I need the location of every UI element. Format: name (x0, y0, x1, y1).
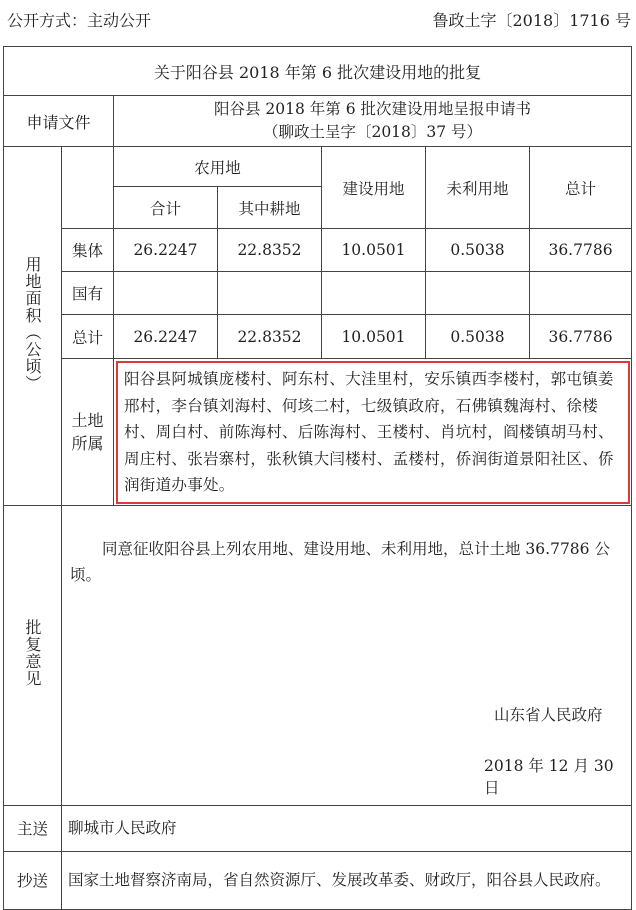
table-row (4, 229, 632, 272)
area-label: 用地面积（公顷） (23, 255, 42, 392)
copy-to-label: 抄送 (4, 851, 62, 909)
header-farmland-total: 合计 (114, 187, 218, 229)
opinion-label: 批复意见 (23, 619, 42, 687)
area-label-cell (4, 147, 62, 506)
row-label: 集体 (62, 229, 114, 272)
cell-construction (322, 272, 426, 315)
copy-to-value: 国家土地督察济南局，省自然资源厅、发展改革委、财政厅，阳谷县人民政府。 (62, 851, 632, 909)
application-line-1: 阳谷县 2018 年第 6 批次建设用地呈报申请书 (213, 100, 532, 118)
cell-unused (426, 272, 530, 315)
opinion-label-cell (4, 505, 62, 805)
approval-table (3, 46, 632, 910)
ownership-highlight: 阳谷县阿城镇庞楼村、阿东村、大洼里村，安乐镇西李楼村，郭屯镇姜邢村，李台镇刘海村、何垓二村，七级镇政府，石佛镇魏海村、徐楼村、周白村、前陈海村、后陈海村、王楼村、肖坑村，阎楼镇胡马村、周庄村、张岩寨村，张秋镇大闫楼村、孟楼村，侨润街道景阳社区、侨润街道办事处。 (116, 361, 630, 504)
cell-farmland-total: 26.2247 (114, 229, 218, 272)
issue-date: 2018 年 12 月 30 日 (484, 756, 614, 797)
cell-construction: 10.0501 (322, 315, 426, 359)
application-line-2: （聊政土呈字〔2018〕37 号） (262, 123, 483, 141)
cell-cultivated (218, 272, 322, 315)
cell-construction: 10.0501 (322, 229, 426, 272)
ownership-label: 土地所属 (71, 410, 104, 453)
table-row (4, 272, 632, 315)
opinion-text: 同意征收阳谷县上列农用地、建设用地、未利用地，总计土地 36.7786 公顷。 (70, 539, 610, 584)
send-to-value: 聊城市人民政府 (62, 805, 632, 851)
cell-unused: 0.5038 (426, 315, 530, 359)
document-number: 鲁政土字〔2018〕1716 号 (432, 11, 631, 30)
cell-sum (530, 272, 632, 315)
header-construction: 建设用地 (322, 147, 426, 229)
cell-sum: 36.7786 (530, 229, 632, 272)
cell-sum: 36.7786 (530, 315, 632, 359)
row-label: 总计 (62, 315, 114, 359)
cell-farmland-total: 26.2247 (114, 315, 218, 359)
cell-unused: 0.5038 (426, 229, 530, 272)
application-label: 申请文件 (4, 96, 114, 147)
document-title: 关于阳谷县 2018 年第 6 批次建设用地的批复 (4, 47, 632, 96)
cell-cultivated: 22.8352 (218, 315, 322, 359)
send-to-label: 主送 (4, 805, 62, 851)
cell-cultivated: 22.8352 (218, 229, 322, 272)
issuing-authority: 山东省人民政府 (494, 705, 603, 724)
header-cultivated: 其中耕地 (218, 187, 322, 229)
cell-farmland-total (114, 272, 218, 315)
header-unused: 未利用地 (426, 147, 530, 229)
ownership-label-cell (62, 359, 114, 506)
disclosure-method: 公开方式：主动公开 (7, 11, 152, 30)
header-sum: 总计 (530, 147, 632, 229)
application-document (114, 96, 632, 147)
table-row (4, 315, 632, 359)
header-farmland: 农用地 (114, 147, 322, 187)
opinion-cell (62, 505, 632, 805)
row-label: 国有 (62, 272, 114, 315)
